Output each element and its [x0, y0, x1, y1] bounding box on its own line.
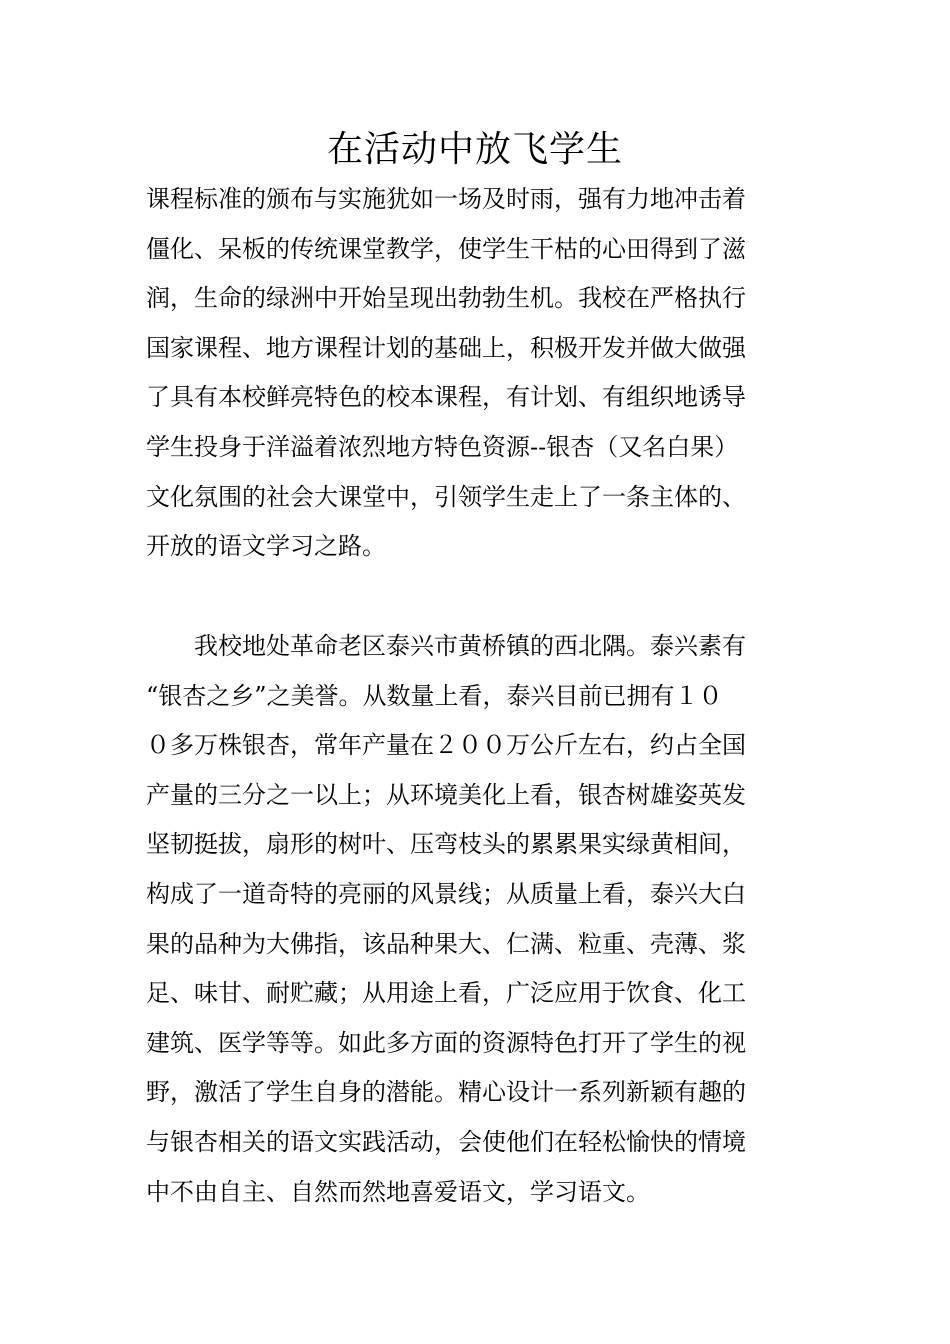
text-line: 坚韧挺拔，扇形的树叶、压弯枝头的累累果实绿黄相间，: [146, 830, 746, 859]
text-line: 与银杏相关的语文实践活动，会使他们在轻松愉快的情境: [146, 1127, 746, 1156]
text-line: 果的品种为大佛指，该品种果大、仁满、粒重、壳薄、浆: [146, 929, 746, 958]
document-title: 在活动中放飞学生: [326, 129, 623, 170]
paragraph-1: [146, 175, 806, 572]
text-line: 开放的语文学习之路。: [146, 532, 386, 561]
text-line: 僵化、呆板的传统课堂教学，使学生干枯的心田得到了滋: [146, 234, 746, 263]
text-line: 课程标准的颁布与实施犹如一场及时雨，强有力地冲击着: [146, 185, 746, 213]
text-line: 野，激活了学生自身的潜能。精心设计一系列新颖有趣的: [146, 1078, 746, 1107]
text-line: 构成了一道奇特的亮丽的风景线；从质量上看，泰兴大白: [146, 879, 746, 908]
text-line: “银杏之乡”之美誉。从数量上看，泰兴目前已拥有１０: [146, 681, 723, 710]
paragraph-2: [146, 622, 806, 1217]
text-line: 文化氛围的社会大课堂中，引领学生走上了一条主体的、: [146, 482, 746, 511]
text-line: 国家课程、地方课程计划的基础上，积极开发并做大做强: [146, 333, 746, 362]
text-line: ０多万株银杏，常年产量在２００万公斤左右，约占全国: [146, 731, 746, 760]
text-line: 了具有本校鲜亮特色的校本课程，有计划、有组织地诱导: [146, 383, 746, 412]
text-line: 足、味甘、耐贮藏；从用途上看，广泛应用于饮食、化工: [146, 979, 746, 1008]
text-line: 润，生命的绿洲中开始呈现出勃勃生机。我校在严格执行: [146, 284, 746, 313]
text-line: 建筑、医学等等。如此多方面的资源特色打开了学生的视: [146, 1028, 746, 1057]
text-line: 学生投身于洋溢着浓烈地方特色资源--银杏（又名白果）: [146, 432, 739, 461]
text-line: 中不由自主、自然而然地喜爱语文，学习语文。: [146, 1177, 650, 1206]
text-line: 我校地处革命老区泰兴市黄桥镇的西北隅。泰兴素有: [146, 632, 746, 660]
text-line: 产量的三分之一以上；从环境美化上看，银杏树雄姿英发: [146, 780, 746, 809]
